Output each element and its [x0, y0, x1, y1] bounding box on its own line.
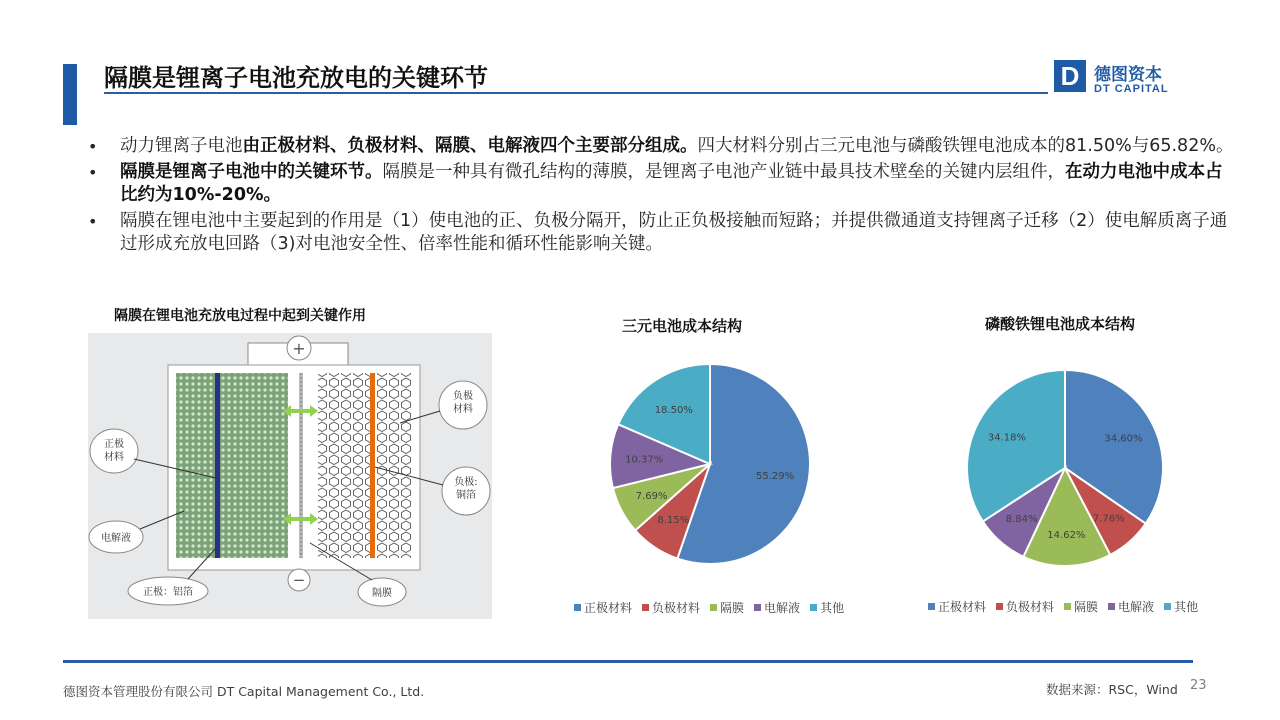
legend-swatch [996, 603, 1003, 610]
cathode-material-label: 正极 [104, 439, 124, 450]
chart-title-lfp: 磷酸铁锂电池成本结构 [985, 315, 1136, 333]
bullet-dot: • [88, 162, 98, 182]
legend-swatch [810, 604, 817, 611]
legend-swatch [1164, 603, 1171, 610]
legend-label: 正极材料 [938, 600, 987, 614]
svg-text:材料: 材料 [104, 452, 124, 463]
legend-item [810, 599, 844, 616]
legend-item [642, 599, 700, 616]
legend-item [1064, 598, 1098, 615]
anode-copper-label: 负极: [454, 477, 478, 488]
chart-title-ternary: 三元电池成本结构 [622, 317, 743, 335]
plus-sign: + [292, 339, 306, 358]
legend-label: 电解液 [764, 601, 801, 615]
pie-data-label: 8.84% [1005, 513, 1038, 525]
bullet-text: 隔膜是锂离子电池中的关键环节。隔膜是一种具有微孔结构的薄膜，是锂离子电池产业链中最具技术壁垒的关键内层组件，在动力电池中成本占比约为10%-20%。 [120, 161, 1223, 205]
legend-item [1108, 598, 1154, 615]
bullet-item [88, 135, 1238, 159]
legend-label: 其他 [1174, 600, 1199, 614]
legend-item [754, 599, 800, 616]
bullet-dot: • [88, 137, 98, 156]
legend-item [1164, 598, 1198, 615]
battery-diagram-svg [88, 333, 492, 619]
pie-data-label: 34.60% [1104, 433, 1143, 445]
pie-data-label: 7.76% [1092, 513, 1125, 525]
legend-label: 电解液 [1118, 600, 1155, 614]
legend-label: 正极材料 [584, 601, 633, 615]
footer-company: 德图资本管理股份有限公司 DT Capital Management Co., Ltd. [63, 684, 425, 699]
title-underline [104, 92, 1048, 94]
chart-legend-ternary [574, 599, 844, 616]
legend-label: 负极材料 [652, 601, 701, 615]
svg-text:铜箔: 铜箔 [456, 490, 476, 501]
legend-label: 负极材料 [1006, 600, 1055, 614]
legend-swatch [574, 604, 581, 611]
cathode-aluminum-label: 正极：铝箔 [143, 587, 193, 598]
pie-data-label: 10.37% [625, 454, 664, 466]
electrolyte-label: 电解液 [101, 533, 131, 544]
pie-data-label: 8.15% [657, 514, 690, 526]
bullet-text: 动力锂离子电池由正极材料、负极材料、隔膜、电解液四个主要部分组成。四大材料分别占三元电池与磷酸铁锂电池成本的81.50%与65.82%。 [120, 136, 1234, 156]
pie-chart-lfp [955, 358, 1175, 578]
pie-chart-ternary [598, 352, 822, 576]
legend-swatch [754, 604, 761, 611]
bullet-text: 隔膜在锂电池中主要起到的作用是（1）使电池的正、负极分隔开，防止正负极接触而短路；并提供微通道支持锂离子迁移（2）使电解质离子通过形成充放电回路（3)对电池安全性、倍率性能和循环性能影响关键。 [120, 210, 1228, 254]
logo-mark: D [1054, 60, 1086, 92]
svg-text:材料: 材料 [453, 404, 473, 415]
bullet-list [88, 135, 1238, 259]
pie-data-label: 14.62% [1047, 529, 1086, 541]
legend-swatch [1064, 603, 1071, 610]
footer-divider [63, 660, 1193, 663]
legend-swatch [642, 604, 649, 611]
pie-data-label: 7.69% [635, 490, 668, 502]
company-logo [1054, 60, 1194, 100]
legend-label: 隔膜 [720, 601, 745, 615]
legend-swatch [1108, 603, 1115, 610]
page-number: 23 [1190, 678, 1207, 693]
legend-item [928, 598, 986, 615]
pie-data-label: 34.18% [987, 432, 1027, 444]
minus-sign: − [292, 571, 306, 589]
logo-english-name: DT CAPITAL [1094, 83, 1169, 95]
pie-data-label: 18.50% [654, 404, 693, 416]
logo-chinese-name: 德图资本 [1094, 65, 1162, 85]
legend-swatch [928, 603, 935, 610]
legend-item [996, 598, 1054, 615]
legend-item [574, 599, 632, 616]
legend-swatch [710, 604, 717, 611]
footer-source: 数据来源：RSC，Wind [1046, 682, 1178, 697]
battery-diagram [88, 333, 492, 619]
diagram-title: 隔膜在锂电池充放电过程中起到关键作用 [114, 308, 366, 324]
legend-label: 隔膜 [1074, 600, 1099, 614]
pie-data-label: 55.29% [756, 470, 795, 482]
page-title: 隔膜是锂离子电池充放电的关键环节 [104, 64, 488, 92]
bullet-dot: • [88, 211, 98, 231]
legend-item [710, 599, 744, 616]
chart-legend-lfp [928, 598, 1198, 615]
title-accent-bar [63, 64, 77, 125]
separator-label: 隔膜 [372, 588, 392, 599]
legend-label: 其他 [820, 601, 845, 615]
bullet-item [88, 161, 1238, 208]
bullet-item [88, 210, 1238, 257]
anode-material-label: 负极 [453, 391, 473, 402]
